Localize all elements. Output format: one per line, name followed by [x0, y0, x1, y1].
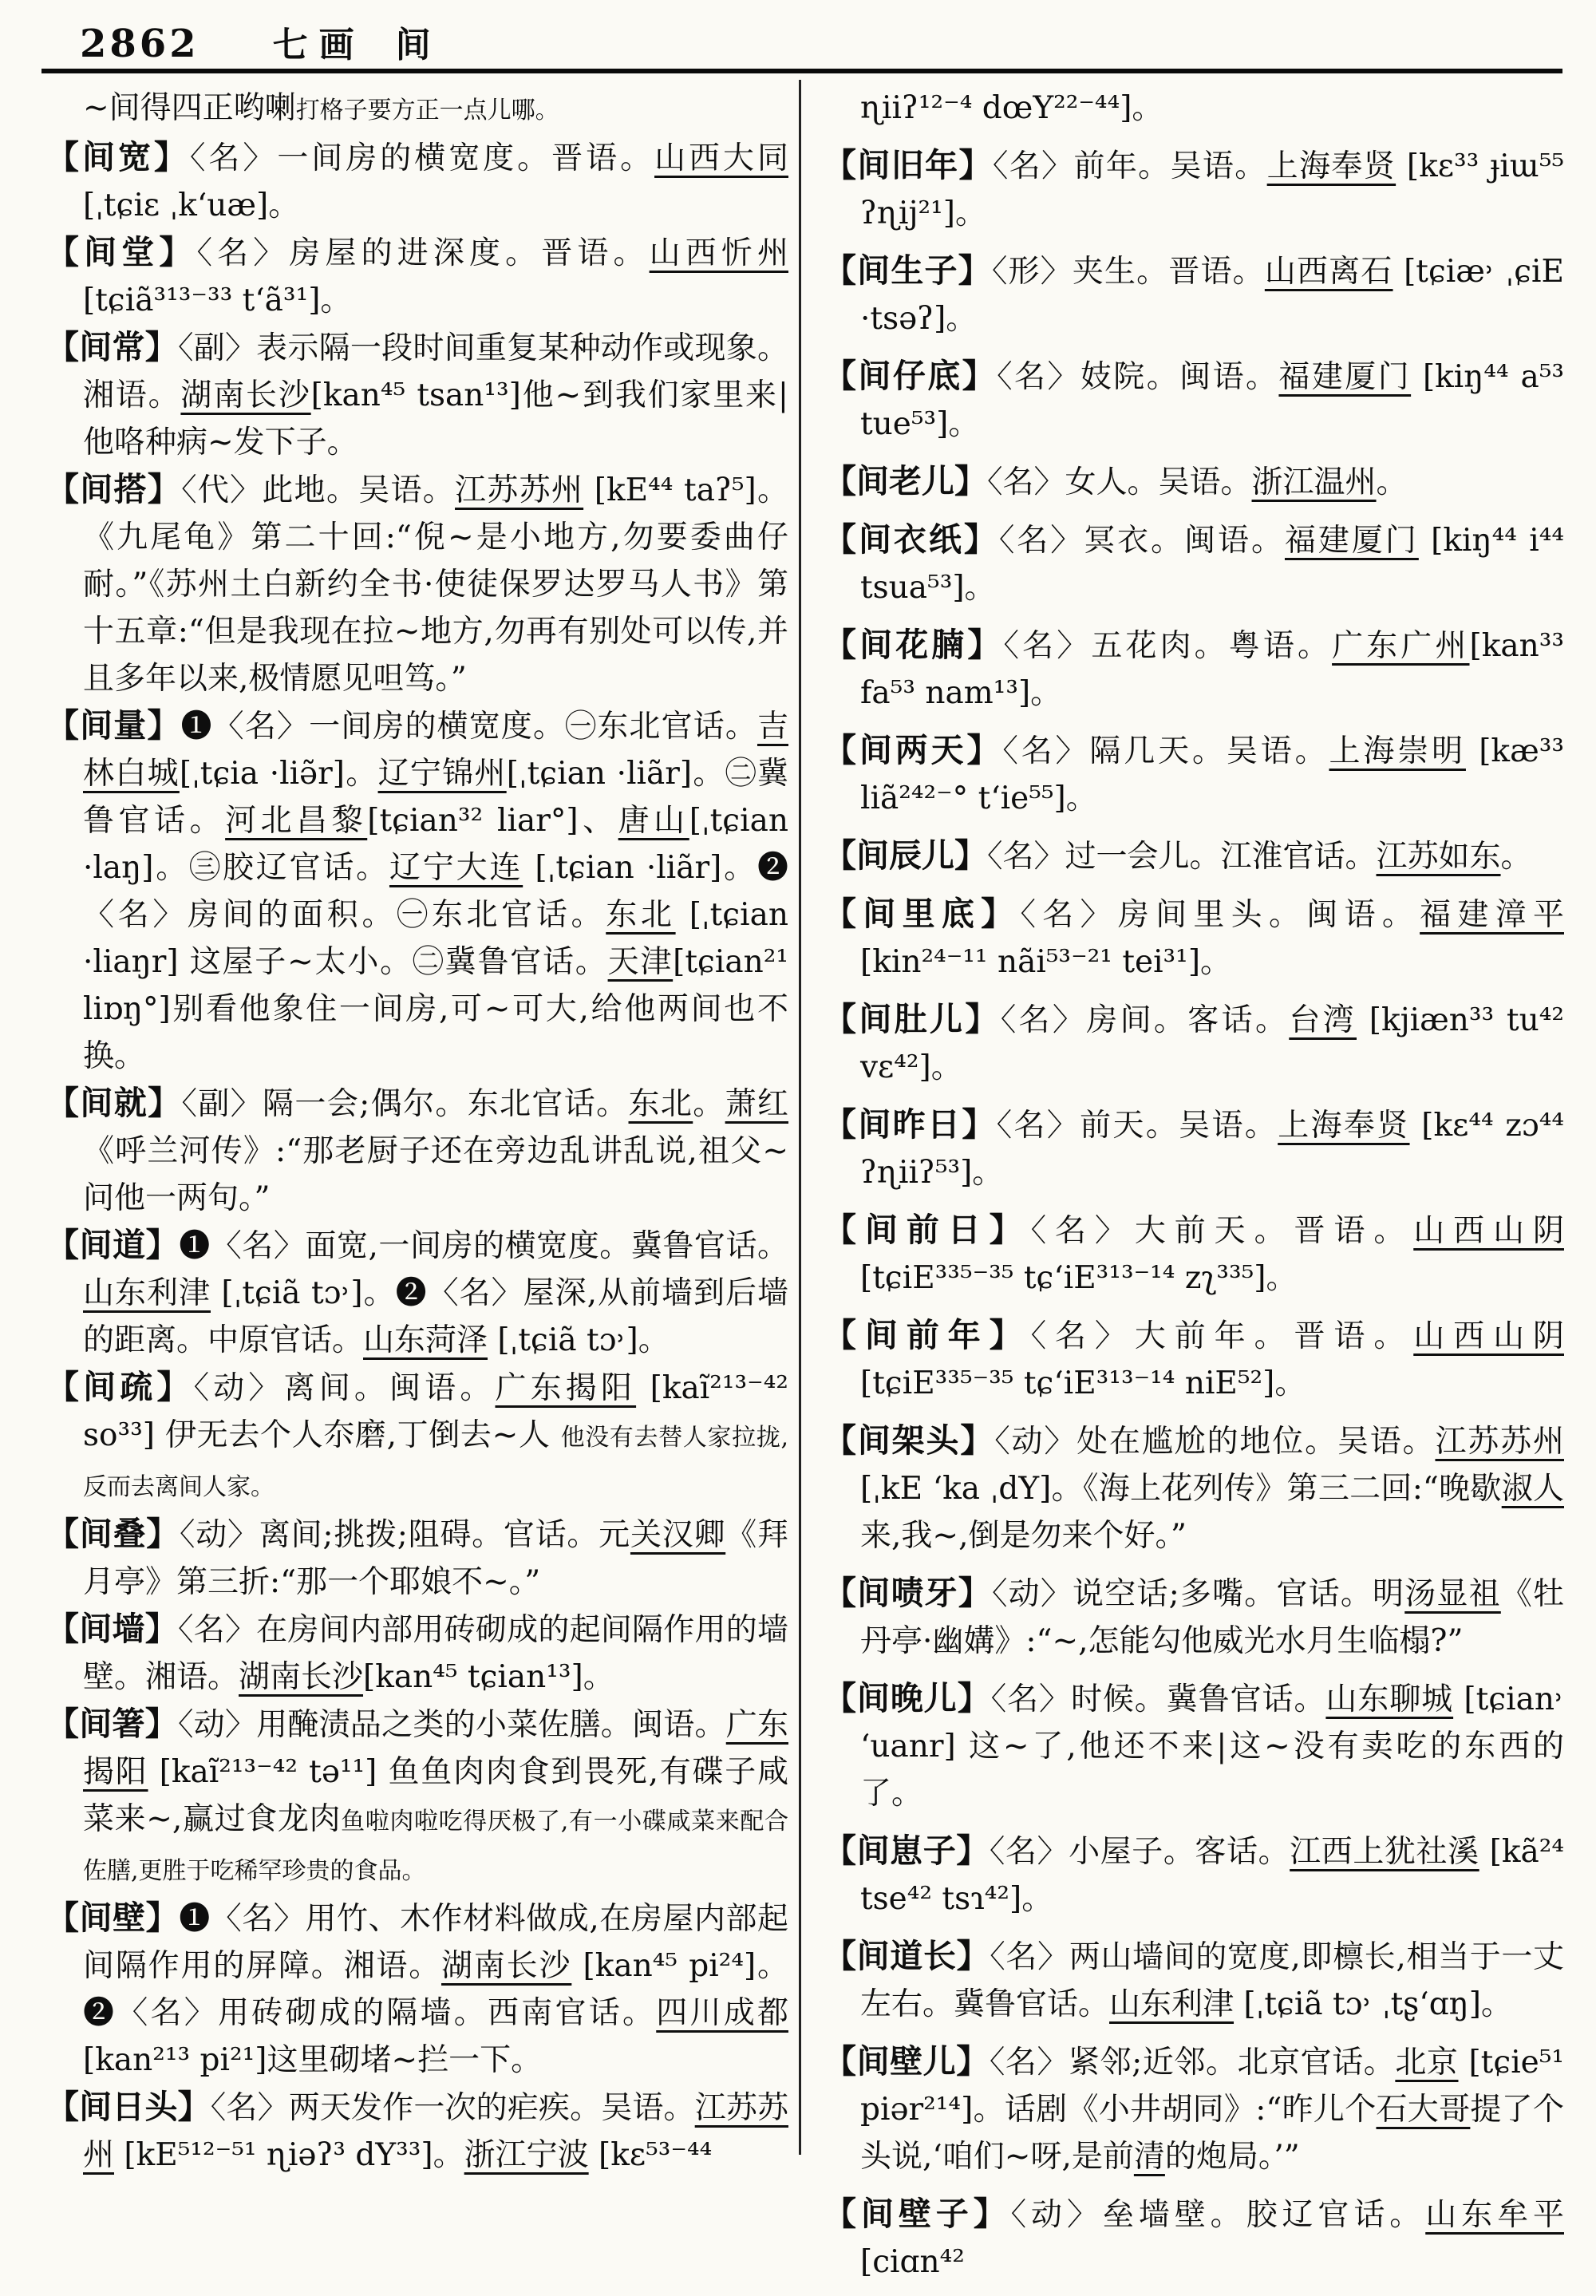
page-number: 2862: [80, 22, 200, 66]
proper-name: 山西离石: [1264, 254, 1393, 290]
entry-headword: 【间日头】: [46, 2088, 211, 2126]
entry-text: 。: [1376, 464, 1408, 500]
entry-text: ❶〈名〉用竹、木作材料做成,在房屋内部起间隔作用的屏障。湘语。: [83, 1901, 789, 1984]
dict-entry: [46, 1606, 788, 1701]
proper-name: 山东牟平: [1425, 2197, 1564, 2233]
entry-headword: 【间宽】: [46, 138, 190, 176]
entry-text: [tɕiE³³⁵⁻³⁵ tɕʻiE³¹³⁻¹⁴ niE⁵²]。: [860, 1365, 1306, 1401]
dict-entry: [824, 247, 1564, 342]
proper-name: 吉林白城: [83, 709, 788, 792]
entry-text: [ˌtɕiã tɔ˒ ˌtʂʻɑŋ]。: [1234, 1986, 1512, 2022]
entry-text: [tɕie⁵¹ piər²¹⁴]。话剧《小井胡同》:“昨儿个: [860, 2045, 1565, 2128]
proper-name: 辽宁锦州: [377, 756, 507, 792]
proper-name: 四川成都: [656, 1995, 788, 2031]
entry-text: [kan⁴⁵ tɕian¹³]。: [363, 1659, 614, 1695]
continuation-text: [46, 85, 788, 134]
entry-text: [kɛ⁵³⁻⁴⁴: [588, 2137, 713, 2173]
proper-name: 山西大同: [654, 140, 788, 176]
entry-text: 〈名〉房屋的进深度。晋语。: [196, 235, 650, 271]
entry-text: [kan²¹³ pi²¹]这里砌堵~拦一下。: [83, 2042, 543, 2078]
entry-headword: 【间花腩】: [824, 626, 1004, 664]
entry-text: 〈名〉房间里头。闽语。: [1020, 897, 1420, 933]
proper-name: 台湾: [1289, 1002, 1357, 1038]
dict-entry: [824, 1675, 1564, 1817]
radical-headword-character: 间: [395, 25, 431, 65]
proper-name: 山西山阴: [1413, 1318, 1564, 1354]
proper-name: 广东广州: [1332, 628, 1470, 664]
proper-name: 山西山阴: [1413, 1213, 1564, 1249]
entry-text: 〈动〉离间;挑拨;阻碍。官话。元: [180, 1517, 630, 1553]
entry-text: 〈名〉一间房的横宽度。晋语。: [189, 140, 655, 176]
entry-text: 〈名〉两山墙间的宽度,即檩长,相当于一丈左右。冀鲁官话。: [860, 1939, 1565, 2022]
entry-text: 〈名〉女人。吴语。: [987, 464, 1252, 500]
entry-text: [ˌtɕian ·liãr]。❷〈名〉房间的面积。㊀东北官话。: [83, 850, 788, 933]
entry-headword: 【间壁子】: [824, 2195, 1011, 2233]
entry-text: [kan³³ fa⁵³ nam¹³]。: [860, 628, 1564, 711]
proper-name: 东北: [628, 1086, 693, 1122]
entry-text: 〈形〉夹生。晋语。: [991, 254, 1265, 290]
entry-headword: 【间就】: [46, 1084, 182, 1122]
proper-name: 汤显祖: [1404, 1576, 1501, 1612]
entry-text: [ˌtɕian ·liãr]。㊁冀鲁官话。: [83, 756, 788, 839]
dict-entry: [46, 324, 788, 466]
entry-text: 提了个头说,‘咱们~呀,是前: [860, 2092, 1564, 2175]
proper-name: 广东揭阳: [495, 1370, 637, 1406]
entry-text: [kɛ³³ ɟiɯ⁵⁵ ʔɳij²¹]。: [860, 148, 1564, 231]
dict-entry: [46, 1701, 788, 1895]
entry-text: 〈名〉冥衣。闽语。: [998, 523, 1285, 559]
entry-text: [kaĩ²¹³⁻⁴² tə¹¹] 鱼鱼肉肉食到畏死,有碟子咸菜来~,赢过食龙肉: [83, 1754, 788, 1837]
entry-text: 《呼兰河传》:“那老厨子还在旁边乱讲乱说,祖父~问他一两句。”: [83, 1133, 788, 1216]
entry-text: [kiŋ⁴⁴ i⁴⁴ tsua⁵³]。: [860, 523, 1564, 606]
entry-text: [tɕiã³¹³⁻³³ tʻã³¹]。: [83, 283, 352, 318]
dict-entry: [46, 1511, 788, 1606]
entry-headword: 【间崽子】: [824, 1832, 990, 1870]
entry-text: 〈名〉小屋子。客话。: [989, 1834, 1290, 1870]
proper-name: 福建厦门: [1278, 359, 1412, 395]
entry-text: 〈名〉大前天。晋语。: [1030, 1213, 1414, 1249]
entry-headword: 【间壁】: [46, 1899, 180, 1937]
dict-entry: [46, 134, 788, 229]
entry-text: 〈名〉前天。吴语。: [996, 1108, 1278, 1144]
dict-entry: [824, 622, 1564, 717]
entry-text: [ˌtɕia ·liə̃r]。: [179, 756, 378, 792]
proper-name: 福建漳平: [1420, 897, 1564, 933]
proper-name: 上海奉贤: [1278, 1108, 1410, 1144]
entry-headword: 【间疏】: [46, 1368, 194, 1406]
entry-text: 〈名〉五花肉。粤语。: [1003, 628, 1333, 664]
entry-headword: 【间架头】: [824, 1421, 995, 1460]
entry-text: [kan⁴⁵ pi²⁴]。❷〈名〉用砖砌成的隔墙。西南官话。: [83, 1948, 788, 2031]
entry-headword: 【间仔底】: [824, 357, 998, 395]
dict-entry: [824, 1207, 1564, 1302]
entry-headword: 【间里底】: [824, 895, 1021, 933]
entry-headword: 【间衣纸】: [824, 520, 999, 559]
entry-headword: 【间堂】: [46, 233, 197, 271]
proper-name: 山东利津: [1109, 1986, 1235, 2022]
proper-name: 萧红: [725, 1086, 788, 1122]
dict-entry: [824, 891, 1564, 986]
entry-text: 〈动〉说空话;多嘴。官话。明: [991, 1576, 1405, 1612]
entry-headword: 【间量】: [46, 706, 181, 745]
dict-entry: [46, 466, 788, 702]
entry-text: [kin²⁴⁻¹¹ nãi⁵³⁻²¹ tei³¹]。: [860, 944, 1232, 980]
proper-name: 山东菏泽: [363, 1322, 488, 1358]
dict-entry: [46, 1222, 788, 1364]
entry-text: 〈名〉两天发作一次的疟疾。吴语。: [210, 2090, 695, 2126]
entry-headword: 【间墙】: [46, 1610, 178, 1648]
proper-name: 唐山: [618, 803, 689, 839]
entry-text: [ˌtɕiã tɔ˒]。: [488, 1322, 670, 1358]
proper-name: 山东利津: [83, 1275, 211, 1311]
entry-text: 〈名〉在房间内部用砖砌成的起间隔作用的墙壁。湘语。: [83, 1612, 788, 1695]
proper-name: 山西忻州: [649, 235, 788, 271]
proper-name: 关汉卿: [630, 1517, 726, 1553]
entry-text: [ˌtɕiɛ ˌkʻuæ]。: [83, 188, 300, 223]
dict-entry: [824, 1828, 1564, 1923]
entry-text: [ˌkE ʻka ˌdY]。《海上花列传》第三二回:“晚歇: [860, 1471, 1502, 1507]
entry-text: [tɕiE³³⁵⁻³⁵ tɕʻiE³¹³⁻¹⁴ zʅ³³⁵]。: [860, 1260, 1298, 1296]
header-rule: [41, 69, 1562, 73]
proper-name: 江西上犹社溪: [1290, 1834, 1479, 1870]
entry-text: 〈名〉妓院。闽语。: [997, 359, 1279, 395]
proper-name: 江苏苏州: [1435, 1424, 1564, 1460]
proper-name: 江苏苏州: [455, 472, 584, 508]
stroke-section-label: 七画: [272, 25, 365, 65]
entry-text: 的炮局。’”: [1164, 2139, 1300, 2175]
entry-text: ❶〈名〉一间房的横宽度。㊀东北官话。: [180, 709, 757, 745]
entry-headword: 【间常】: [46, 328, 178, 366]
dict-entry: [824, 458, 1564, 506]
dict-entry: [46, 229, 788, 324]
entry-text: 〈副〉隔一会;偶尔。东北官话。: [181, 1086, 629, 1122]
entry-text: 〈名〉时候。冀鲁官话。: [990, 1681, 1326, 1717]
entry-text: [kE⁵¹²⁻⁵¹ ɳiəʔ³ dY³³]。: [114, 2137, 464, 2173]
entry-text: [kjiæn³³ tu⁴² vɛ⁴²]。: [860, 1002, 1564, 1085]
entry-text: 〈动〉处在尴尬的地位。吴语。: [994, 1424, 1436, 1460]
dict-entry: [46, 1895, 788, 2084]
entry-text: 〈动〉离间。闽语。: [193, 1370, 496, 1406]
proper-name: 河北昌黎: [225, 803, 368, 839]
entry-text: [kã²⁴ tse⁴² tsɿ⁴²]。: [860, 1834, 1564, 1917]
gloss-small-text: 鱼啦肉啦吃得厌极了,有一小碟咸菜来配合佐膳,更胜于吃稀罕珍贵的食品。: [83, 1808, 788, 1885]
dict-entry: [824, 996, 1564, 1091]
entry-text: [kiŋ⁴⁴ a⁵³ tue⁵³]。: [860, 359, 1564, 442]
entry-text: [kE⁴⁴ taʔ⁵]。《九尾龟》第二十回:“倪~是小地方,勿要委曲仔耐。”《苏州土白新约全书·使徒保罗达罗马人书》第十五章:“但是我现在拉~地方,勿再有别处可以传,并且多年以来,极情愿见呾笃。”: [83, 472, 788, 697]
entry-text: [ˌtɕian ·laŋ]。㊂胶辽官话。: [83, 803, 788, 886]
entry-text: 〈名〉大前年。晋语。: [1030, 1318, 1414, 1354]
dict-entry: [824, 1570, 1564, 1665]
column-divider: [799, 80, 801, 2155]
dict-entry: [46, 702, 788, 1080]
entry-headword: 【间道长】: [824, 1937, 990, 1975]
entry-headword: 【间生子】: [824, 251, 992, 290]
dict-entry: [824, 2191, 1564, 2286]
dict-entry: [824, 1312, 1564, 1407]
entry-text: [tɕian³² liar°]、: [367, 803, 618, 839]
page-header: [80, 16, 431, 67]
gloss-small-text: 打格子要方正一点儿哪。: [295, 97, 559, 124]
entry-headword: 【间搭】: [46, 470, 182, 508]
entry-headword: 【间旧年】: [824, 146, 993, 184]
entry-text: [ˌtɕiã tɔ˒]。❷〈名〉屋深,从前墙到后墙的距离。中原官话。: [83, 1275, 788, 1358]
entry-text: 来,我~,倒是勿来个好。”: [860, 1518, 1187, 1554]
gloss-small-text: 他没有去替人家拉拢,反而去离间人家。: [83, 1424, 788, 1501]
entry-headword: 【间肚儿】: [824, 1000, 1001, 1038]
entry-text: 〈代〉此地。吴语。: [181, 472, 456, 508]
dict-entry: [824, 142, 1564, 237]
dict-entry: [824, 1101, 1564, 1196]
dict-entry: [46, 1080, 788, 1222]
proper-name: 北京: [1395, 2045, 1459, 2081]
entry-text: [kɛ⁴⁴ zɔ⁴⁴ ʔɳiiʔ⁵³]。: [860, 1108, 1564, 1191]
entry-headword: 【间前日】: [824, 1211, 1031, 1249]
left-column: [46, 85, 788, 2179]
dict-entry: [46, 2084, 788, 2179]
proper-name: 辽宁大连: [389, 850, 523, 886]
proper-name: 江苏如东: [1376, 839, 1501, 875]
proper-name: 天津: [607, 944, 674, 980]
entry-text: 《拜月亭》第三折:“那一个耶娘不~。”: [83, 1517, 788, 1600]
entry-text: [kæ³³ liã²⁴²⁻° tʻie⁵⁵]。: [860, 733, 1564, 816]
entry-headword: 【间壁儿】: [824, 2042, 990, 2081]
right-column: [824, 85, 1564, 2296]
proper-name: 上海崇明: [1329, 733, 1466, 769]
entry-text: [tɕiæ˒ ˌɕiE ·tsəʔ]。: [860, 254, 1564, 337]
proper-name: 浙江温州: [1251, 464, 1377, 500]
dict-entry: [824, 1933, 1564, 2028]
entry-text: [kaĩ²¹³⁻⁴² so³³] 伊无去个人夵磨,丁倒去~人: [83, 1370, 788, 1453]
proper-name: 东北: [606, 897, 676, 933]
proper-name: 浙江宁波: [464, 2137, 589, 2173]
entry-text: 〈动〉用醃渍品之类的小菜佐膳。闽语。: [177, 1707, 726, 1743]
entry-headword: 【间昨日】: [824, 1105, 997, 1144]
entry-text: ~间得四正哟喇: [83, 90, 296, 126]
entry-text: [ciɑn⁴²: [860, 2244, 965, 2280]
proper-name: 江苏苏州: [83, 2090, 788, 2173]
entry-text: 《牡丹亭·幽媾》:“~,怎能勾他威光水月生临榻?”: [860, 1576, 1565, 1659]
proper-name: 广东揭阳: [83, 1707, 788, 1790]
proper-name: 石大哥: [1376, 2092, 1471, 2128]
entry-headword: 【间两天】: [824, 731, 1003, 769]
entry-headword: 【间老儿】: [824, 462, 987, 500]
dict-entry: [824, 353, 1564, 448]
entry-text: 。: [693, 1086, 725, 1122]
entry-headword: 【间辰儿】: [824, 836, 987, 875]
entry-text: [tɕian˒ ʻuanr] 这~了,他还不来|这~没有卖吃的东西的了。: [860, 1681, 1564, 1812]
entry-headword: 【间道】: [46, 1226, 180, 1264]
proper-name: 湖南长沙: [239, 1659, 364, 1695]
dict-entry: [824, 832, 1564, 880]
entry-text: [ˌtɕian ·liaŋr] 这屋子~太小。㊁冀鲁官话。: [83, 897, 788, 980]
dict-entry: [824, 1417, 1564, 1559]
dict-entry: [46, 1364, 788, 1511]
entry-text: ❶〈名〉面宽,一间房的横宽度。冀鲁官话。: [179, 1228, 789, 1264]
entry-headword: 【间晚儿】: [824, 1679, 991, 1717]
entry-text: 。: [1500, 839, 1532, 875]
proper-name: 山东聊城: [1325, 1681, 1454, 1717]
entry-text: 〈名〉隔几天。吴语。: [1002, 733, 1329, 769]
entry-text: 〈名〉紧邻;近邻。北京官话。: [989, 2045, 1396, 2081]
proper-name: 湖南长沙: [441, 1948, 572, 1984]
entry-text: 〈名〉前年。吴语。: [992, 148, 1267, 184]
entry-text: [tɕian²¹ liɒŋ°]别看他象住一间房,可~可大,给他两间也不换。: [83, 944, 788, 1074]
dict-entry: [824, 2038, 1564, 2180]
entry-headword: 【间箸】: [46, 1705, 178, 1743]
entry-headword: 【间前年】: [824, 1316, 1031, 1354]
dict-entry: [824, 727, 1564, 822]
continuation-text: [824, 85, 1564, 132]
entry-text: 〈动〉垒墙壁。胶辽官话。: [1010, 2197, 1426, 2233]
proper-name: 清: [1133, 2139, 1165, 2175]
entry-headword: 【间啧牙】: [824, 1574, 992, 1612]
entry-text: [kan⁴⁵ tsan¹³]他~到我们家里来|他咯种病~发下子。: [83, 377, 788, 460]
entry-text: ɳiiʔ¹²⁻⁴ dœY²²⁻⁴⁴]。: [860, 90, 1163, 126]
dict-entry: [824, 516, 1564, 611]
proper-name: 上海奉贤: [1266, 148, 1396, 184]
proper-name: 福建厦门: [1284, 523, 1419, 559]
entry-headword: 【间叠】: [46, 1515, 180, 1553]
entry-text: 〈名〉房间。客话。: [1000, 1002, 1290, 1038]
entry-text: 〈名〉过一会儿。江淮官话。: [987, 839, 1377, 875]
entry-text: 〈副〉表示隔一段时间重复某种动作或现象。湘语。: [83, 330, 788, 413]
proper-name: 淑人: [1501, 1471, 1564, 1507]
proper-name: 湖南长沙: [180, 377, 311, 413]
